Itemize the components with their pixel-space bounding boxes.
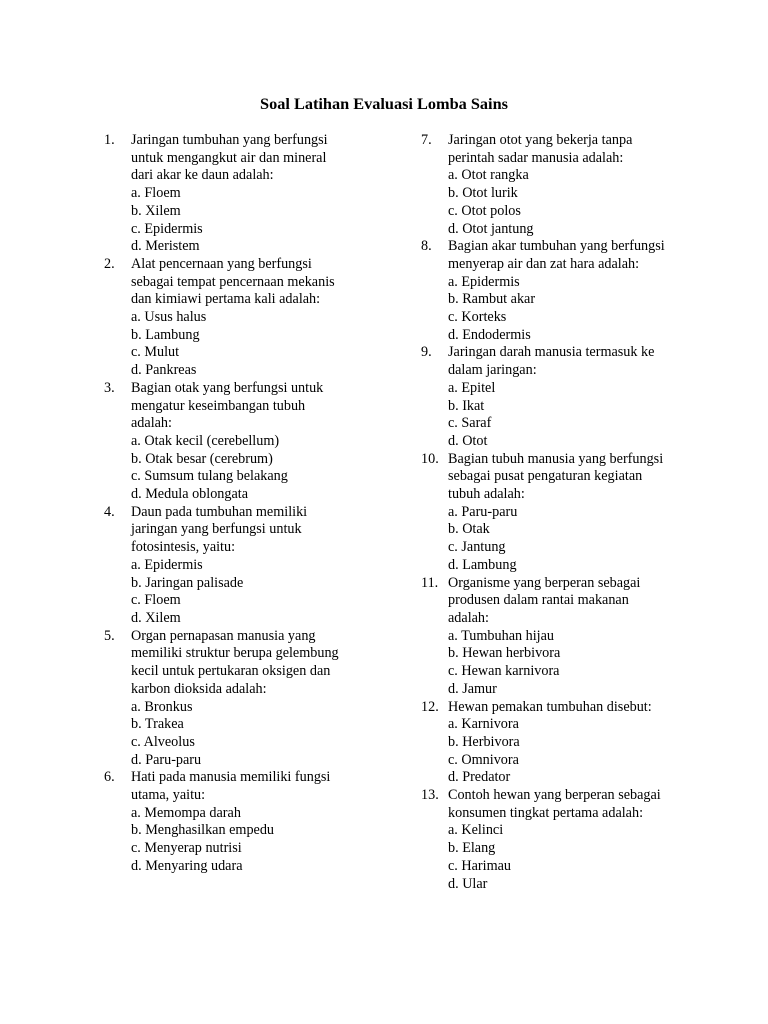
- answer-option: c. Saraf: [448, 415, 492, 432]
- answer-option: c. Jantung: [448, 539, 506, 556]
- question-text: Bagian tubuh manusia yang berfungsi sebagai pusat pengaturan kegiatan tubuh adalah:: [448, 450, 664, 503]
- question-item: [421, 451, 691, 575]
- question-item: [421, 699, 691, 788]
- answer-option: c. Harimau: [448, 857, 512, 874]
- answer-option: b. Jaringan palisade: [131, 574, 244, 591]
- answer-option: c. Hewan karnivora: [448, 663, 560, 680]
- question-number: 7.: [421, 132, 432, 148]
- question-text: Bagian otak yang berfungsi untuk mengatur keseimbangan tubuh adalah:: [131, 379, 324, 432]
- answer-option: d. Paru-paru: [131, 751, 202, 768]
- question-text: Jaringan otot yang bekerja tanpa perintah sadar manusia adalah:: [448, 132, 633, 166]
- answer-option: a. Usus halus: [131, 309, 207, 326]
- answer-option: a. Otak kecil (cerebellum): [131, 432, 280, 449]
- question-number: 1.: [104, 132, 115, 148]
- answer-option: a. Paru-paru: [448, 503, 518, 520]
- answer-option: c. Alveolus: [131, 733, 195, 750]
- answer-option: d. Pankreas: [131, 362, 197, 379]
- answer-option: d. Endodermis: [448, 326, 531, 343]
- question-item: [104, 132, 374, 256]
- question-number: 12.: [421, 698, 439, 715]
- question-text: Organisme yang berperan sebagai produsen dalam rantai makanan adalah:: [448, 574, 641, 626]
- answer-option: b. Lambung: [131, 326, 200, 343]
- question-column-left: [104, 132, 374, 876]
- question-text: Hewan pemakan tumbuhan disebut:: [448, 698, 652, 715]
- answer-option: b. Trakea: [131, 716, 184, 733]
- answer-option: c. Mulut: [131, 344, 180, 361]
- question-item: [421, 238, 691, 344]
- answer-option: b. Otak besar (cerebrum): [131, 450, 273, 467]
- question-item: [421, 132, 691, 238]
- answer-option: b. Rambut akar: [448, 291, 536, 308]
- question-number: 4.: [104, 503, 115, 520]
- answer-option: b. Ikat: [448, 397, 485, 414]
- answer-option: d. Otot: [448, 432, 488, 449]
- question-column-right: [421, 132, 691, 893]
- question-text: Organ pernapasan manusia yang memiliki struktur berupa gelembung kecil untuk pertukaran oksigen dan karbon dioksida adalah:: [131, 627, 339, 697]
- answer-option: a. Epidermis: [448, 273, 520, 290]
- question-item: [104, 380, 374, 504]
- question-text: Contoh hewan yang berperan sebagai konsumen tingkat pertama adalah:: [448, 787, 661, 821]
- answer-option: c. Otot polos: [448, 202, 521, 219]
- answer-option: d. Lambung: [448, 556, 517, 573]
- answer-option: a. Memompa darah: [131, 804, 241, 821]
- question-text: Daun pada tumbuhan memiliki jaringan yang berfungsi untuk fotosintesis, yaitu:: [131, 503, 308, 556]
- question-item: [421, 787, 691, 893]
- question-number: 11.: [421, 574, 439, 591]
- question-item: [104, 504, 374, 628]
- question-item: [421, 344, 691, 450]
- question-item: [104, 628, 374, 770]
- question-text: Hati pada manusia memiliki fungsi utama, yaitu:: [131, 769, 331, 804]
- question-item: [104, 256, 374, 380]
- question-number: 2.: [104, 255, 115, 272]
- answer-option: b. Otak: [448, 521, 490, 538]
- question-number: 5.: [104, 627, 115, 644]
- answer-option: c. Omnivora: [448, 751, 519, 768]
- question-text: Jaringan darah manusia termasuk ke dalam jaringan:: [448, 344, 655, 379]
- answer-option: a. Tumbuhan hijau: [448, 627, 555, 644]
- answer-option: a. Kelinci: [448, 822, 504, 839]
- answer-option: c. Sumsum tulang belakang: [131, 468, 288, 485]
- answer-option: c. Menyerap nutrisi: [131, 840, 242, 857]
- answer-option: b. Elang: [448, 840, 496, 857]
- answer-option: a. Epitel: [448, 379, 496, 396]
- question-number: 9.: [421, 344, 432, 361]
- answer-option: b. Herbivora: [448, 733, 520, 750]
- answer-option: d. Medula oblongata: [131, 486, 249, 503]
- answer-option: a. Bronkus: [131, 698, 193, 715]
- answer-option: d. Otot jantung: [448, 220, 534, 237]
- question-number: 13.: [421, 787, 439, 804]
- question-number: 8.: [421, 238, 432, 255]
- answer-option: a. Floem: [131, 185, 181, 202]
- document-title: Soal Latihan Evaluasi Lomba Sains: [260, 94, 508, 113]
- answer-option: b. Xilem: [131, 202, 181, 219]
- answer-option: a. Otot rangka: [448, 167, 529, 184]
- answer-option: b. Menghasilkan empedu: [131, 822, 275, 839]
- question-number: 3.: [104, 379, 115, 396]
- answer-option: d. Ular: [448, 875, 488, 892]
- question-text: Bagian akar tumbuhan yang berfungsi menyerap air dan zat hara adalah:: [448, 238, 665, 272]
- question-text: Jaringan tumbuhan yang berfungsi untuk mengangkut air dan mineral dari akar ke daun adalah:: [131, 132, 328, 184]
- question-item: [421, 575, 691, 699]
- answer-option: d. Menyaring udara: [131, 857, 243, 874]
- question-number: 6.: [104, 769, 115, 786]
- answer-option: c. Korteks: [448, 309, 507, 326]
- question-item: [104, 769, 374, 875]
- question-number: 10.: [421, 450, 439, 467]
- answer-option: c. Floem: [131, 592, 181, 609]
- answer-option: b. Hewan herbivora: [448, 645, 561, 662]
- answer-option: a. Epidermis: [131, 556, 203, 573]
- answer-option: d. Predator: [448, 769, 511, 786]
- question-text: Alat pencernaan yang berfungsi sebagai tempat pencernaan mekanis dan kimiawi pertama kali adalah:: [131, 255, 335, 308]
- answer-option: b. Otot lurik: [448, 185, 518, 202]
- answer-option: d. Jamur: [448, 680, 497, 697]
- answer-option: d. Xilem: [131, 609, 181, 626]
- answer-option: c. Epidermis: [131, 220, 203, 237]
- answer-option: d. Meristem: [131, 238, 200, 255]
- answer-option: a. Karnivora: [448, 716, 519, 733]
